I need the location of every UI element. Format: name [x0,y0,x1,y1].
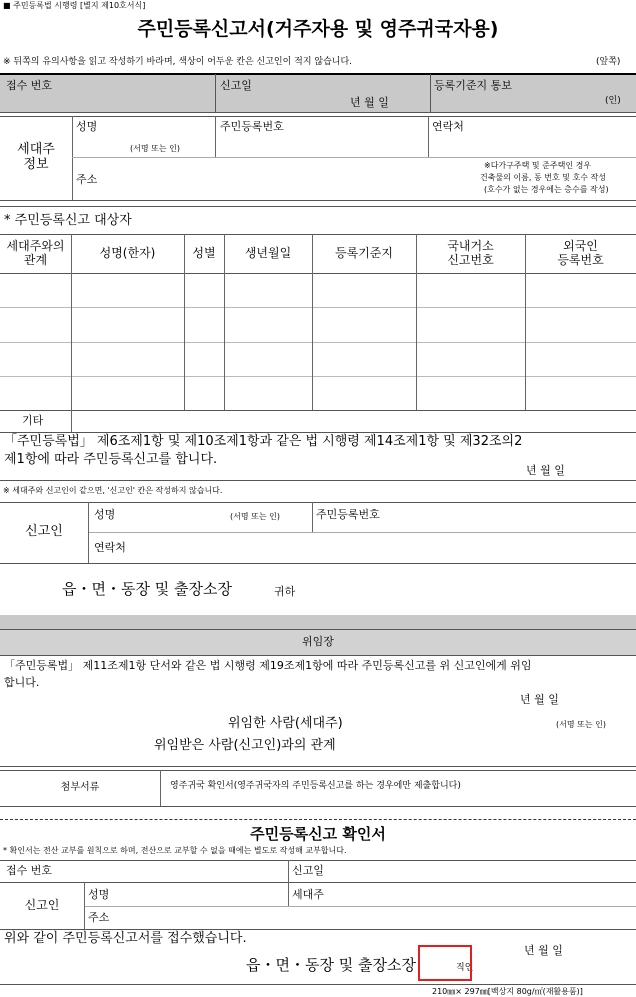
confirmation-text: 위와 같이 주민등록신고서를 접수했습니다. [4,931,247,946]
confirmation-address-label: 주소 [88,911,110,924]
confirmation-householder-label: 세대주 [292,888,324,901]
confirmation-official-name: 읍・면・동장 및 출장소장 [246,956,416,974]
address-note-1: ※다가구주택 및 준주택인 경우 [484,161,592,170]
footer-paper-spec: 210㎜× 297㎜[백상지 80g/㎡(재활용품)] [432,987,583,996]
receipt-no-label: 접수 번호 [6,79,53,92]
col-gender: 성별 [192,245,216,260]
delegation-top-band [0,615,636,629]
reporter-note: ※ 세대주와 신고인이 같으면, '신고인' 칸은 작성하지 않습니다. [3,486,223,495]
other-label: 기타 [22,414,44,427]
householder-section-label: 세대주 정보 [17,142,55,172]
recipient-name: 읍・면・동장 및 출장소장 [62,580,232,598]
delegator-sign: (서명 또는 인) [556,720,606,729]
confirmation-title: 주민등록신고 확인서 [250,825,386,843]
reporter-contact-label: 연락처 [94,541,126,554]
confirmation-date-units: 년 월 일 [524,944,563,957]
page-side: (앞쪽) [596,57,621,67]
delegation-relation-label: 위임받은 사람(신고인)과의 관계 [154,738,336,753]
form-title: 주민등록신고서(거주자용 및 영주귀국자용) [137,18,499,40]
recipient-suffix: 귀하 [274,585,296,598]
delegation-title: 위임장 [302,635,334,648]
householder-name-label: 성명 [76,120,98,133]
targets-section-title: * 주민등록신고 대상자 [4,213,132,228]
householder-contact-label: 연락처 [432,120,464,133]
col-relation: 세대주와의 관계 [6,238,65,267]
attachments-label: 첨부서류 [60,782,100,794]
form-label: ■ 주민등록법 시행령 [별지 제10호서식] [3,1,146,10]
declaration-line-2: 제1항에 따라 주민등록신고를 합니다. [4,452,218,467]
reporter-section-label: 신고인 [25,524,63,540]
notice-top: ※ 뒤쪽의 유의사항을 읽고 작성하기 바라며, 색상이 어두운 칸은 신고인이 적지 않습니다. [3,57,353,67]
col-domestic-residence-no: 국내거소 신고번호 [447,238,494,267]
reporter-name-label: 성명 [94,508,116,521]
delegation-line-1: 「주민등록법」 제11조제1항 단서와 같은 법 시행령 제19조제1항에 따라 주민등록신고를 위 신고인에게 위임 [4,659,532,672]
householder-rrn-label: 주민등록번호 [220,120,284,133]
col-foreigner-registration-no: 외국인 등록번호 [557,238,604,267]
householder-address-label: 주소 [76,173,98,186]
col-registration-base: 등록기준지 [335,245,393,260]
receipt-seal: (인) [605,96,621,106]
address-note-2: 건축물의 이름, 동 번호 및 호수 작성 [480,173,606,182]
confirmation-reporter-label: 신고인 [24,897,60,912]
householder-name-sign: (서명 또는 인) [130,144,180,153]
confirmation-note: * 확인서는 전산 교부를 원칙으로 하며, 전산으로 교부할 수 없을 때에는 별도로 작성해 교부합니다. [3,846,347,855]
confirmation-name-label: 성명 [88,888,110,901]
receipt-band [0,74,636,112]
declaration-date-units: 년 월 일 [526,464,565,477]
confirmation-no-label: 접수 번호 [6,864,53,877]
delegation-line-2: 합니다. [4,676,40,689]
confirmation-date-label: 신고일 [292,864,324,877]
receipt-date-units: 년 월 일 [350,96,389,109]
col-name-hanja: 성명(한자) [99,245,156,260]
address-note-3: (호수가 없는 경우에는 층수를 작성) [484,185,609,194]
delegator-label: 위임한 사람(세대주) [228,716,343,731]
receipt-notice-label: 등록기준지 통보 [434,79,512,92]
reporter-rrn-label: 주민등록번호 [316,508,380,521]
declaration-line-1: 「주민등록법」 제6조제1항 및 제10조제1항과 같은 법 시행령 제14조제1항 및 제32조의2 [4,434,523,449]
confirmation-seal: 직인 [456,963,474,973]
receipt-date-label: 신고일 [220,79,252,92]
col-birthdate: 생년월일 [244,245,292,260]
reporter-name-sign: (서명 또는 인) [230,512,280,521]
highlight-box [418,945,472,981]
delegation-date-units: 년 월 일 [520,693,559,706]
attachments-text: 영주귀국 확인서(영주귀국자의 주민등록신고를 하는 경우에만 제출합니다) [170,781,461,791]
